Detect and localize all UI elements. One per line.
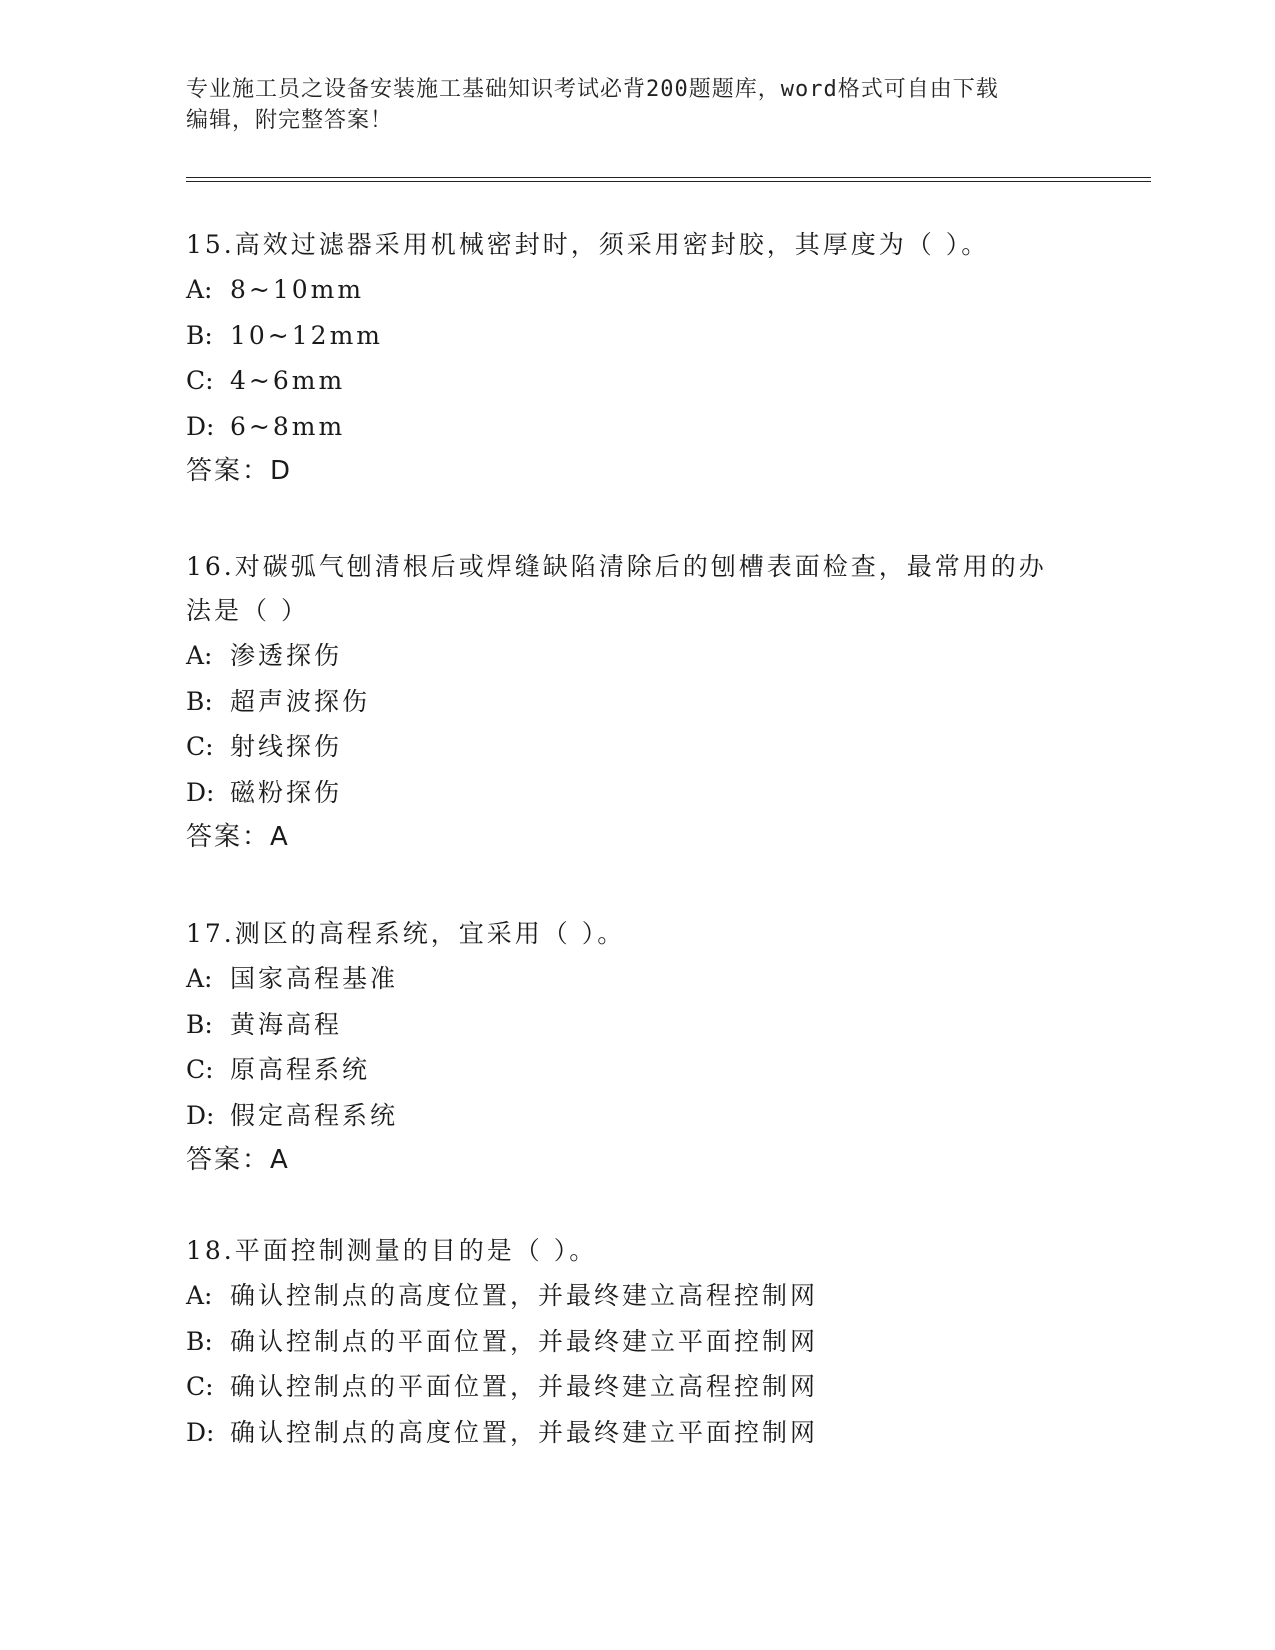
answer-line: 答案：D bbox=[186, 456, 293, 486]
option-c bbox=[186, 358, 1086, 404]
option-b bbox=[186, 679, 1086, 725]
option-a bbox=[186, 956, 1086, 1002]
option-text: 超声波探伤 bbox=[230, 686, 371, 716]
option-key: C: bbox=[186, 1055, 214, 1084]
option-key: D: bbox=[186, 1100, 215, 1130]
question-17 bbox=[186, 912, 1086, 1182]
option-key: A: bbox=[186, 275, 213, 304]
option-key: B: bbox=[186, 686, 213, 716]
option-text: 国家高程基准 bbox=[230, 964, 399, 993]
option-text: 确认控制点的高度位置，并最终建立高程控制网 bbox=[230, 1281, 819, 1310]
header-divider-bottom bbox=[186, 181, 1151, 182]
option-key: D: bbox=[186, 1417, 215, 1447]
option-key: A: bbox=[186, 964, 213, 993]
option-list bbox=[186, 1273, 1086, 1455]
option-key: D: bbox=[186, 777, 215, 807]
option-key: C: bbox=[186, 732, 214, 761]
option-d bbox=[186, 404, 1086, 450]
option-text: 射线探伤 bbox=[230, 732, 343, 761]
option-key: B: bbox=[186, 1326, 213, 1356]
option-text: 6~8mm bbox=[230, 411, 346, 441]
option-text: 4~6mm bbox=[230, 366, 346, 395]
header-line-2: 编辑，附完整答案！ bbox=[186, 108, 394, 133]
question-stem: 18.平面控制测量的目的是（ ）。 bbox=[186, 1236, 598, 1265]
document-header bbox=[186, 74, 1066, 136]
option-a bbox=[186, 1273, 1086, 1319]
option-a bbox=[186, 633, 1086, 679]
option-list bbox=[186, 267, 1086, 449]
option-key: C: bbox=[186, 366, 214, 395]
option-text: 黄海高程 bbox=[230, 1009, 343, 1039]
question-15 bbox=[186, 223, 1086, 493]
option-c bbox=[186, 724, 1086, 770]
option-text: 假定高程系统 bbox=[230, 1100, 399, 1130]
option-key: D: bbox=[186, 411, 215, 441]
option-key: C: bbox=[186, 1372, 214, 1401]
option-list bbox=[186, 633, 1086, 815]
option-d bbox=[186, 770, 1086, 816]
option-key: A: bbox=[186, 1281, 213, 1310]
option-c bbox=[186, 1364, 1086, 1410]
option-text: 磁粉探伤 bbox=[230, 777, 343, 807]
header-divider-top bbox=[186, 177, 1151, 178]
option-key: B: bbox=[186, 320, 213, 350]
option-text: 确认控制点的平面位置，并最终建立平面控制网 bbox=[230, 1326, 819, 1356]
option-text: 确认控制点的高度位置，并最终建立平面控制网 bbox=[230, 1417, 819, 1447]
option-list bbox=[186, 956, 1086, 1138]
question-stem: 15.高效过滤器采用机械密封时，须采用密封胶，其厚度为（ ）。 bbox=[186, 230, 990, 259]
option-b bbox=[186, 1002, 1086, 1048]
question-stem: 17.测区的高程系统，宜采用（ ）。 bbox=[186, 919, 626, 948]
answer-line: 答案：A bbox=[186, 1145, 290, 1175]
option-text: 渗透探伤 bbox=[230, 641, 343, 670]
option-text: 8~10mm bbox=[230, 275, 365, 304]
answer-line: 答案：A bbox=[186, 822, 290, 852]
option-d bbox=[186, 1410, 1086, 1456]
option-key: A: bbox=[186, 641, 213, 670]
question-16 bbox=[186, 545, 1086, 859]
option-a bbox=[186, 267, 1086, 313]
option-b bbox=[186, 1319, 1086, 1365]
option-d bbox=[186, 1093, 1086, 1139]
option-text: 确认控制点的平面位置，并最终建立高程控制网 bbox=[230, 1372, 819, 1401]
question-18 bbox=[186, 1229, 1086, 1455]
option-text: 原高程系统 bbox=[230, 1055, 371, 1084]
header-line-1: 专业施工员之设备安装施工基础知识考试必背200题题库，word格式可自由下载 bbox=[186, 77, 999, 102]
option-c bbox=[186, 1047, 1086, 1093]
option-b bbox=[186, 313, 1086, 359]
option-key: B: bbox=[186, 1009, 213, 1039]
question-stem: 16.对碳弧气刨清根后或焊缝缺陷清除后的刨槽表面检查，最常用的办法是（ ） bbox=[186, 552, 1047, 625]
option-text: 10~12mm bbox=[230, 320, 383, 350]
